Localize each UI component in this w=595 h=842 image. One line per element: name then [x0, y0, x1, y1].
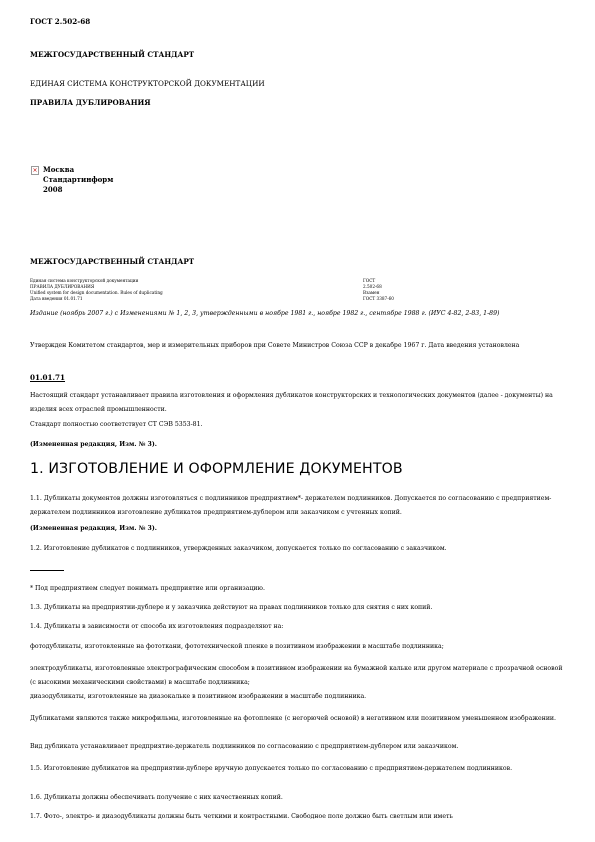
clause-1-1: 1.1. Дубликаты документов должны изготовляться с подлинников предприятием*- держателем подлинников. Допускается по согласованию с предприятием-держателем подлинников изготовление дубликатов предприятием-дублером или заказчиком с учтенных копий.: [30, 495, 552, 516]
title-block-left-line: Unified system for design documentation. Rules of duplicating: [30, 290, 163, 295]
title-block-left-line: Единая система конструкторской документации: [30, 278, 139, 283]
title-block-left-line: Дата введения 01.01.71: [30, 296, 83, 301]
clause-1-2: 1.2. Изготовление дубликатов с подлинников, утвержденных заказчиком, допускается только по согласованию с заказчиком.: [30, 545, 447, 552]
revision-note: (Измененная редакция, Изм. № 3).: [30, 441, 157, 448]
duplicate-type-electro: электродубликаты, изготовленные электрографическим способом в позитивном изображении на бумажной кальке или другом материале с прозрачной основой (с высокими механическими свойствами) в масштабе подлинника;: [30, 665, 563, 686]
duplicate-type-photo: фотодубликаты, изготовленные на фототкани, фототехнической пленке в позитивном изображении в масштабе подлинника;: [30, 643, 444, 650]
approval-statement: Утвержден Комитетом стандартов, мер и измерительных приборов при Совете Министров Союза ССР в декабре 1967 г. Дата введения установлена: [30, 342, 520, 349]
publisher-name: Стандартинформ: [43, 175, 114, 184]
compliance-paragraph: Стандарт полностью соответствует СТ СЭВ 5353-81.: [30, 421, 203, 428]
introduction-date: 01.01.71: [30, 373, 66, 382]
title-block-left-line: ПРАВИЛА ДУБЛИРОВАНИЯ: [30, 284, 95, 289]
edition-note: Издание (ноябрь 2007 г.) с Изменениями № 1, 2, 3, утвержденными в ноябре 1981 г., ноябре 1982 г., сентябре 1988 г. (ИУС 4-82, 2-83, 1-89): [30, 310, 500, 317]
scope-paragraph: Настоящий стандарт устанавливает правила изготовления и оформления дубликатов конструкторских и технологических документов (далее - документы) на изделия всех отраслей промышленности.: [30, 392, 553, 413]
standard-type: МЕЖГОСУДАРСТВЕННЫЙ СТАНДАРТ: [30, 50, 195, 59]
microfilm-paragraph: Дубликатами являются также микрофильмы, изготовленные на фотопленке (с негорючей основой) в негативном или позитивном уменьшенном изображении.: [30, 715, 557, 722]
document-code: ГОСТ 2.502-68: [30, 17, 91, 26]
title-block-right-line: ГОСТ 3387-60: [363, 296, 394, 301]
clause-1-4: 1.4. Дубликаты в зависимости от способа их изготовления подразделяют на:: [30, 623, 284, 630]
publisher-year: 2008: [43, 185, 63, 194]
footnote: * Под предприятием следует понимать предприятие или организацию.: [30, 585, 265, 592]
publisher-city: Москва: [43, 165, 75, 174]
clause-1-7: 1.7. Фото-, электро- и диазодубликаты должны быть четкими и контрастными. Свободное поле должно быть светлым или иметь: [30, 813, 453, 820]
standard-type-repeat: МЕЖГОСУДАРСТВЕННЫЙ СТАНДАРТ: [30, 257, 195, 266]
revision-note: (Измененная редакция, Изм. № 3).: [30, 525, 157, 532]
duplicate-type-choice: Вид дубликата устанавливает предприятие-держатель подлинников по согласованию с предприятием-дублером или заказчиком.: [30, 743, 459, 750]
footnote-divider: [30, 570, 64, 571]
broken-image-icon: ×: [32, 167, 38, 174]
clause-1-5: 1.5. Изготовление дубликатов на предприятии-дублере вручную допускается только по согласованию с предприятием-держателем подлинников.: [30, 765, 513, 772]
clause-1-3: 1.3. Дубликаты на предприятии-дублере и у заказчика действуют на правах подлинников только для снятия с них копий.: [30, 604, 433, 611]
section-heading: 1. ИЗГОТОВЛЕНИЕ И ОФОРМЛЕНИЕ ДОКУМЕНТОВ: [30, 461, 403, 477]
title-block-right-line: ГОСТ: [363, 278, 376, 283]
title-block-right-line: Взамен: [363, 290, 380, 295]
duplicate-type-diazo: диазодубликаты, изготовленные на диазокальке в позитивном изображении в масштабе подлинника.: [30, 693, 367, 700]
system-name: ЕДИНАЯ СИСТЕМА КОНСТРУКТОРСКОЙ ДОКУМЕНТАЦИИ: [30, 79, 265, 88]
title-block-right-line: 2.502-68: [363, 284, 382, 289]
clause-1-6: 1.6. Дубликаты должны обеспечивать получение с них качественных копий.: [30, 794, 283, 801]
document-title: ПРАВИЛА ДУБЛИРОВАНИЯ: [30, 98, 151, 107]
